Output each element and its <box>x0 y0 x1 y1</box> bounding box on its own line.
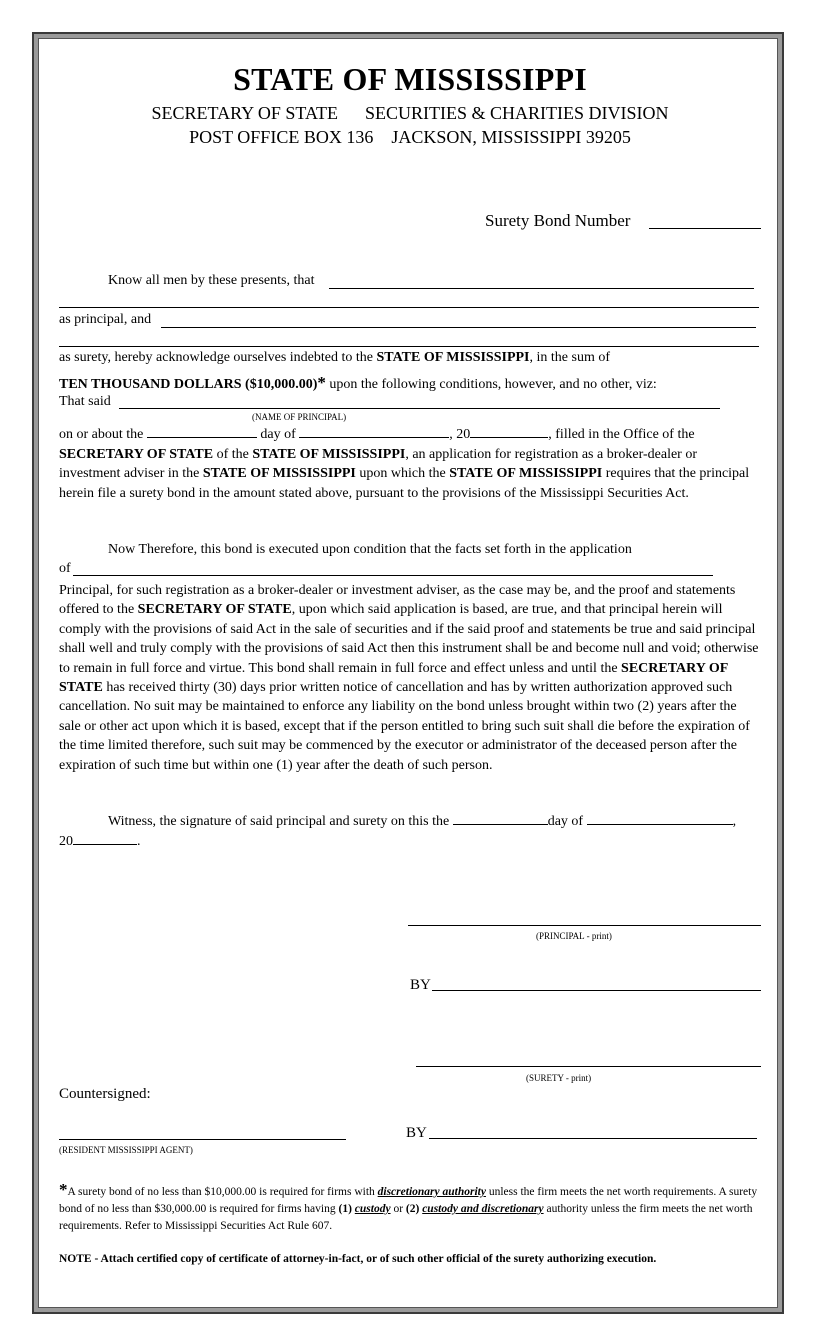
surety-by-signature-line[interactable] <box>429 1138 757 1139</box>
surety-bond-number-label: Surety Bond Number <box>485 211 631 230</box>
surety-name-field-cont[interactable] <box>59 346 759 347</box>
application-of-field[interactable] <box>73 575 713 576</box>
surety-by-label: BY <box>406 1125 427 1141</box>
filing-day-field[interactable] <box>147 426 257 438</box>
know-all-men-text: Know all men by these presents, that <box>108 273 315 288</box>
surety-name-field[interactable] <box>161 327 756 328</box>
principal-print-caption: (PRINCIPAL - print) <box>536 931 612 941</box>
header-division: SECRETARY OF STATE SECURITIES & CHARITIES DIVISION <box>151 103 669 123</box>
principal-by-label: BY <box>410 977 431 993</box>
document-page <box>38 38 778 1308</box>
principal-by-signature-line[interactable] <box>432 990 761 991</box>
now-therefore-of: of <box>59 561 71 576</box>
page-title: STATE OF MISSISSIPPI <box>233 61 587 97</box>
as-surety-text: as surety, hereby acknowledge ourselves indebted to the STATE OF MISSISSIPPI, in the sum of <box>59 350 611 365</box>
name-of-principal-field[interactable] <box>119 408 720 409</box>
filing-date-line: on or about the day of , 20 , filled in the Office of the <box>59 427 695 442</box>
attachment-note: NOTE - Attach certified copy of certificate of attorney-in-fact, or of such other official of the surety authorizing execution. <box>59 1253 657 1265</box>
now-therefore-lead: Now Therefore, this bond is executed upon condition that the facts set forth in the application <box>108 542 632 557</box>
now-therefore-paragraph: Principal, for such registration as a broker-dealer or investment adviser, as the case may be, and the proof and statements offered to the SECRETARY OF STATE, upon which said application is based, are true, and that principal herein will comply with the provisions of said Act in the sale of securities and if the said proof and statements be true and said principal shall well and truly comply with the provisions of said Act then this instrument shall be and become null and void; otherwise to remain in full force and virtue. This bond shall remain in full force and effect unless and until the SECRETARY OF STATE has received thirty (30) days prior written notice of cancellation and has by written authorization approved such cancellation. No suit may be maintained to enforce any liability on the bond unless brought within two (2) years after the sale or other act upon which it is based, except that if the person entitled to bring such suit shall die before the expiration of the time limited therefore, such suit may be commenced by the executor or administrator of the deceased person after the expiration of such time but within one (1) year after the death of such person. <box>59 583 759 773</box>
surety-bond-number-field[interactable] <box>649 228 761 229</box>
footnote: *A surety bond of no less than $10,000.00 is required for firms with discretionary authority unless the firm meets the net worth requirements. A surety bond of no less than $30,000.00 is required for firms having (1) custody or (2) custody and discretionary authority unless the firm meets the net worth requirements. Refer to Mississippi Securities Act Rule 607. <box>59 1180 758 1232</box>
as-principal-text: as principal, and <box>59 312 152 327</box>
that-said-text: That said <box>59 394 111 409</box>
surety-print-caption: (SURETY - print) <box>526 1073 592 1083</box>
filing-paragraph: SECRETARY OF STATE of the STATE OF MISSISSIPPI, an application for registration as a broker-dealer or investment adviser in the STATE OF MISSISSIPPI upon which the STATE OF MISSISSIPPI requires that the principal herein file a surety bond in the amount stated above, pursuant to the provisions of the Mississippi Securities Act. <box>59 447 750 501</box>
principal-signature-line[interactable] <box>408 925 761 926</box>
document-border <box>32 32 784 1314</box>
bond-amount-text: TEN THOUSAND DOLLARS ($10,000.00)* upon the following conditions, however, and no other, viz: <box>59 373 657 392</box>
filing-month-field[interactable] <box>299 426 449 438</box>
witness-year-field[interactable] <box>73 833 137 845</box>
witness-month-field[interactable] <box>587 813 733 825</box>
name-of-principal-caption: (NAME OF PRINCIPAL) <box>252 412 347 422</box>
principal-name-field-cont[interactable] <box>59 307 759 308</box>
witness-year-line: 20 . <box>59 834 141 849</box>
filing-year-field[interactable] <box>470 426 548 438</box>
resident-agent-signature-line[interactable] <box>59 1139 346 1140</box>
witness-day-field[interactable] <box>453 813 548 825</box>
header-address: POST OFFICE BOX 136 JACKSON, MISSISSIPPI 39205 <box>189 127 631 147</box>
witness-line: Witness, the signature of said principal and surety on this the day of , <box>108 814 737 829</box>
principal-name-field[interactable] <box>329 288 754 289</box>
resident-agent-caption: (RESIDENT MISSISSIPPI AGENT) <box>59 1145 193 1155</box>
surety-signature-line[interactable] <box>416 1066 761 1067</box>
countersigned-label: Countersigned: <box>59 1086 151 1102</box>
